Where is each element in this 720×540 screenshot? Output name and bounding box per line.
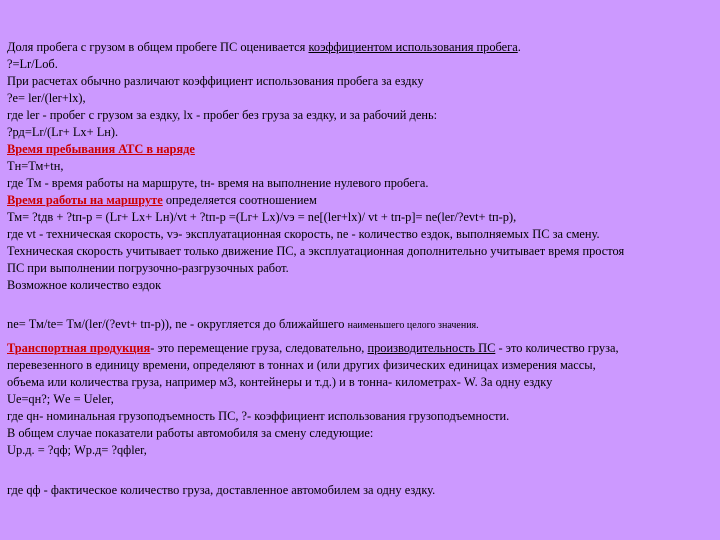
term-link-utilization[interactable]: коэффициентом использования пробега <box>308 40 518 54</box>
text-line: где lеr - пробег с грузом за ездку, lх - пробег без груза за ездку, и за рабочий день: <box>7 108 438 122</box>
text-line: ПС при выполнении погрузочно-разгрузочных работ. <box>7 261 289 275</box>
formula-line: Тм= ?tдв + ?tп-р = (Lr+ Lх+ Lн)/vt + ?tп-р =(Lr+ Lх)/vэ = nе[(lеr+lх)/ vt + tп-р]= nе(lеr/?еvt+ tп-р), <box>7 210 517 224</box>
text-line: объема или количества груза, например м3, контейнеры и т.д.) и в тонна- километрах- W. За одну ездку <box>7 375 553 389</box>
text-line: Время работы на маршруте определяется соотношением <box>7 193 317 207</box>
formula-line: Тн=Тм+tн, <box>7 159 64 173</box>
term-link-productivity[interactable]: производительность ПС <box>367 341 496 355</box>
text-line: где vt - техническая скорость, vэ- эксплуатационная скорость, nе - количество ездок, выполняемых ПС за смену. <box>7 227 600 241</box>
text-line: При расчетах обычно различают коэффициент использования пробега за ездку <box>7 74 424 88</box>
text-line: В общем случае показатели работы автомобиля за смену следующие: <box>7 426 374 440</box>
text-line: Транспортная продукция- это перемещение груза, следовательно, производительность ПС - это количество груза, <box>7 341 619 355</box>
text-line: Доля пробега с грузом в общем пробеге ПС оценивается коэффициентом использования пробега. <box>7 40 521 54</box>
heading-transport-product: Транспортная продукция <box>7 341 151 355</box>
text-line: Возможное количество ездок <box>7 278 162 292</box>
text-line: Техническая скорость учитывает только движение ПС, а эксплуатационная дополнительно учитывает время простоя <box>7 244 625 258</box>
heading-route-time: Время работы на маршруте <box>7 193 163 207</box>
formula-line: ?е= lеr/(lеr+lх), <box>7 91 86 105</box>
formula-line: ?рд=Lr/(Lr+ Lх+ Lн). <box>7 125 119 139</box>
text-line: где Тм - время работы на маршруте, tн- время на выполнение нулевого пробега. <box>7 176 429 190</box>
formula-line: ?=Lr/Lоб. <box>7 57 58 71</box>
formula-line: Uе=qн?; Wе = Uеlеr, <box>7 392 114 406</box>
text-line: перевезенного в единицу времени, определяют в тоннах и (или других физических единицах измерения массы, <box>7 358 596 372</box>
formula-line: Uр.д. = ?qф; Wр.д= ?qфlеr, <box>7 443 147 457</box>
text-line: где qф - фактическое количество груза, доставленное автомобилем за одну ездку. <box>7 483 436 497</box>
formula-line: nе= Тм/tе= Тм/(lеr/(?еvt+ tп-р)), nе - округляется до ближайшего наименьшего целого значения. <box>7 317 479 331</box>
heading-time-in-duty: Время пребывания АТС в наряде <box>7 142 195 156</box>
text-line: где qн- номинальная грузоподъемность ПС, ?- коэффициент использования грузоподъемности. <box>7 409 510 423</box>
